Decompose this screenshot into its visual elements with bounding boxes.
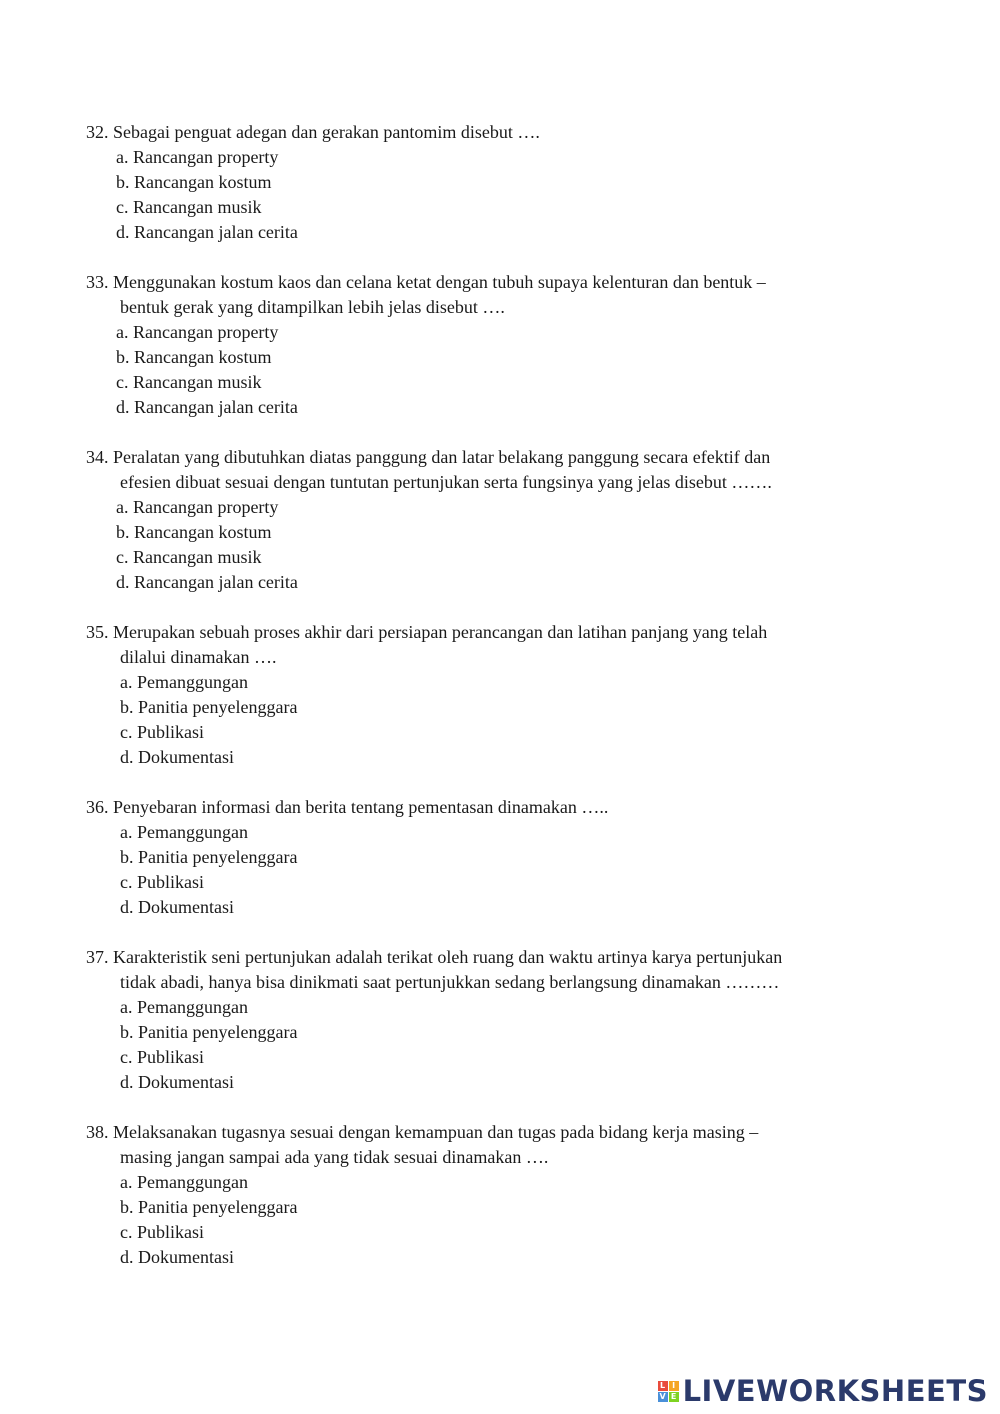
option-b[interactable]: b. Rancangan kostum bbox=[116, 522, 272, 542]
question-text: 38. Melaksanakan tugasnya sesuai dengan kemampuan dan tugas pada bidang kerja masing – bbox=[86, 1122, 759, 1142]
option-list bbox=[86, 995, 886, 1095]
option-a[interactable]: a. Pemanggungan bbox=[120, 672, 248, 692]
option-c[interactable]: c. Publikasi bbox=[120, 1047, 204, 1067]
option-a[interactable]: a. Pemanggungan bbox=[120, 822, 248, 842]
question-36 bbox=[86, 795, 886, 920]
option-b[interactable]: b. Panitia penyelenggara bbox=[120, 697, 298, 717]
logo-tile-e: E bbox=[669, 1392, 679, 1402]
question-text: 36. Penyebaran informasi dan berita tentang pementasan dinamakan ….. bbox=[86, 797, 609, 817]
question-34 bbox=[86, 445, 886, 595]
option-d[interactable]: d. Rancangan jalan cerita bbox=[116, 222, 298, 242]
question-text: 34. Peralatan yang dibutuhkan diatas panggung dan latar belakang panggung secara efektif dan bbox=[86, 447, 771, 467]
option-list bbox=[86, 670, 886, 770]
option-c[interactable]: c. Publikasi bbox=[120, 722, 204, 742]
option-c[interactable]: c. Rancangan musik bbox=[116, 372, 262, 392]
question-text-continued: masing jangan sampai ada yang tidak sesuai dinamakan …. bbox=[120, 1147, 549, 1167]
option-b[interactable]: b. Rancangan kostum bbox=[116, 172, 272, 192]
question-37 bbox=[86, 945, 886, 1095]
logo-text: LIVEWORKSHEETS bbox=[682, 1374, 988, 1408]
question-text: 32. Sebagai penguat adegan dan gerakan pantomim disebut …. bbox=[86, 122, 540, 142]
option-c[interactable]: c. Publikasi bbox=[120, 1222, 204, 1242]
option-c[interactable]: c. Publikasi bbox=[120, 872, 204, 892]
option-d[interactable]: d. Rancangan jalan cerita bbox=[116, 397, 298, 417]
option-list bbox=[86, 1170, 886, 1270]
option-a[interactable]: a. Pemanggungan bbox=[120, 1172, 248, 1192]
option-c[interactable]: c. Rancangan musik bbox=[116, 547, 262, 567]
option-list bbox=[86, 820, 886, 920]
question-text-continued: efesien dibuat sesuai dengan tuntutan pertunjukan serta fungsinya yang jelas disebut ……. bbox=[120, 472, 772, 492]
question-33 bbox=[86, 270, 886, 420]
option-b[interactable]: b. Panitia penyelenggara bbox=[120, 1197, 298, 1217]
question-38 bbox=[86, 1120, 886, 1270]
option-list bbox=[86, 320, 886, 420]
logo-icon bbox=[658, 1381, 679, 1402]
question-text-continued: tidak abadi, hanya bisa dinikmati saat pertunjukkan sedang berlangsung dinamakan ……… bbox=[120, 972, 780, 992]
logo-tile-l: L bbox=[658, 1381, 668, 1391]
option-a[interactable]: a. Rancangan property bbox=[116, 497, 279, 517]
option-d[interactable]: d. Dokumentasi bbox=[120, 1072, 234, 1092]
question-32 bbox=[86, 120, 886, 245]
option-b[interactable]: b. Panitia penyelenggara bbox=[120, 1022, 298, 1042]
option-c[interactable]: c. Rancangan musik bbox=[116, 197, 262, 217]
option-a[interactable]: a. Pemanggungan bbox=[120, 997, 248, 1017]
option-b[interactable]: b. Rancangan kostum bbox=[116, 347, 272, 367]
option-d[interactable]: d. Dokumentasi bbox=[120, 897, 234, 917]
option-d[interactable]: d. Rancangan jalan cerita bbox=[116, 572, 298, 592]
question-text: 35. Merupakan sebuah proses akhir dari persiapan perancangan dan latihan panjang yang telah bbox=[86, 622, 768, 642]
question-text-continued: bentuk gerak yang ditampilkan lebih jelas disebut …. bbox=[120, 297, 505, 317]
option-a[interactable]: a. Rancangan property bbox=[116, 147, 279, 167]
liveworksheets-logo[interactable] bbox=[658, 1374, 988, 1408]
question-text-continued: dilalui dinamakan …. bbox=[120, 647, 277, 667]
question-text: 37. Karakteristik seni pertunjukan adalah terikat oleh ruang dan waktu artinya karya pertunjukan bbox=[86, 947, 783, 967]
option-a[interactable]: a. Rancangan property bbox=[116, 322, 279, 342]
option-b[interactable]: b. Panitia penyelenggara bbox=[120, 847, 298, 867]
logo-tile-i: I bbox=[669, 1381, 679, 1391]
logo-tile-v: V bbox=[659, 1391, 666, 1401]
option-d[interactable]: d. Dokumentasi bbox=[120, 747, 234, 767]
option-list bbox=[86, 145, 886, 245]
question-35 bbox=[86, 620, 886, 770]
question-text: 33. Menggunakan kostum kaos dan celana ketat dengan tubuh supaya kelenturan dan bentuk – bbox=[86, 272, 766, 292]
option-d[interactable]: d. Dokumentasi bbox=[120, 1247, 234, 1267]
option-list bbox=[86, 495, 886, 595]
